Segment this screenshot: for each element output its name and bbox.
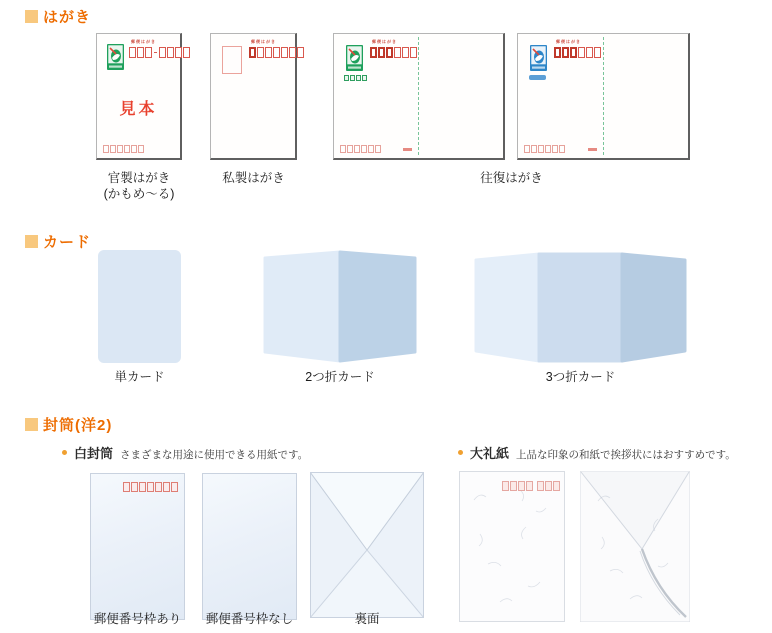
tairei-envelope-back (580, 471, 690, 622)
stamp-icon (346, 45, 363, 71)
section-header-hagaki (25, 6, 91, 27)
fold-line (418, 37, 419, 155)
caption-single-card: 単カード (114, 370, 165, 384)
postcard-kansei-hagaki (96, 33, 182, 160)
caption-env-no-zip: 郵便番号枠なし (205, 612, 294, 626)
sender-zip-boxes (340, 145, 381, 153)
bifold-card-thumbnail (260, 249, 420, 365)
bullet-icon (62, 450, 67, 455)
postal-code-boxes (370, 47, 417, 58)
washi-texture (460, 472, 564, 621)
postal-header-text: 郵便はがき (251, 39, 276, 44)
section-header-card (25, 231, 91, 252)
single-card-thumbnail (98, 250, 181, 363)
postal-header-text: 郵便はがき (372, 39, 397, 44)
subsection-tairei-paper: 大礼紙 上品な印象の和紙で挨拶状にはおすすめです。 (458, 443, 736, 462)
subsection-white-envelope: 白封筒 さまざまな用途に使用できる用紙です。 (62, 443, 308, 462)
postcard-shisei-hagaki (210, 33, 297, 160)
fee-mark (403, 148, 412, 151)
caption-kansei: 官製はがき (かもめ〜る) (103, 171, 175, 201)
stamp-label-bar (529, 75, 546, 80)
lottery-number-boxes (344, 75, 367, 81)
postcard-ofuku-hagaki-blue (517, 33, 690, 160)
postal-code-boxes (554, 47, 601, 58)
fee-mark (588, 148, 597, 151)
postal-code-boxes (502, 481, 560, 491)
postal-code-boxes (249, 47, 304, 58)
stamp-icon (530, 45, 547, 71)
section-title: 封筒(洋2) (43, 417, 113, 434)
caption-ofuku: 往復はがき (480, 171, 543, 185)
postal-header-text: 郵便はがき (131, 39, 156, 44)
caption-env-with-zip: 郵便番号枠あり (93, 612, 182, 626)
envelope-front-no-zip (202, 473, 297, 620)
trifold-card-thumbnail (473, 251, 688, 364)
postal-code-boxes (129, 47, 190, 58)
tairei-envelope-front (459, 471, 565, 622)
sample-watermark: 見本 (119, 101, 158, 118)
bullet-icon (458, 450, 463, 455)
envelope-front-with-zip (90, 473, 185, 620)
section-title: はがき (43, 9, 92, 26)
fold-line (603, 37, 604, 155)
section-title: カード (43, 234, 92, 251)
postal-header-text: 郵便はがき (556, 39, 581, 44)
section-square-icon (25, 418, 38, 431)
postal-code-boxes (123, 482, 178, 492)
section-square-icon (25, 10, 38, 23)
caption-shisei: 私製はがき (222, 171, 285, 185)
caption-env-back: 裏面 (354, 612, 380, 626)
postcard-ofuku-hagaki-green (333, 33, 505, 160)
stamp-placeholder-icon (222, 46, 242, 74)
caption-trifold-card: 3つ折カード (545, 370, 616, 384)
caption-bifold-card: 2つ折カード (305, 370, 375, 384)
section-header-envelope (25, 414, 112, 435)
envelope-back (310, 472, 424, 618)
section-square-icon (25, 235, 38, 248)
stamp-icon (107, 44, 124, 70)
sender-zip-boxes (524, 145, 565, 153)
sender-zip-boxes (103, 145, 144, 153)
